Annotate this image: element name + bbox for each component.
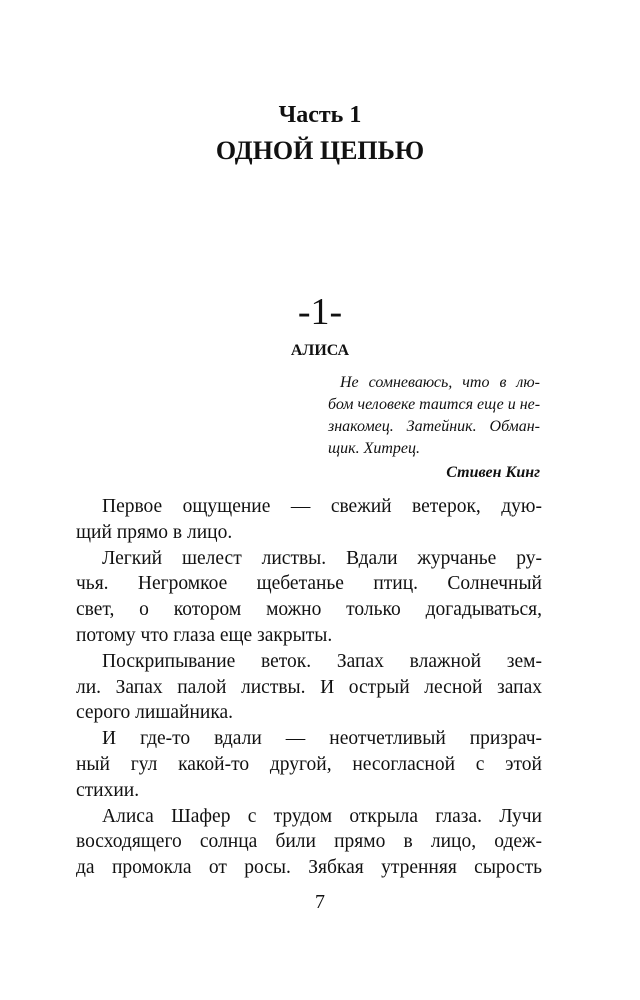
epigraph-line: знакомец. Затейник. Обман- bbox=[328, 418, 540, 435]
part-title: Часть 1 bbox=[278, 102, 362, 128]
text-line: Поскрипывание веток. Запах влажной зем- bbox=[102, 650, 542, 672]
text-line: чья. Негромкое щебетанье птиц. Солнечный bbox=[76, 573, 542, 595]
page-number: 7 bbox=[315, 891, 325, 913]
text-line: восходящего солнца били прямо в лицо, одеж- bbox=[76, 831, 542, 853]
text-line: Первое ощущение — свежий ветерок, дую- bbox=[102, 496, 542, 517]
part-subtitle: ОДНОЙ ЦЕПЬЮ bbox=[215, 136, 425, 165]
epigraph-line: щик. Хитрец. bbox=[328, 440, 420, 457]
text-line: ный гул какой-то другой, несогласной с этой bbox=[76, 753, 542, 775]
text-line: Алиса Шафер с трудом открыла глаза. Лучи bbox=[102, 805, 542, 827]
text-line: свет, о котором можно только догадываться, bbox=[76, 599, 542, 621]
paragraph bbox=[76, 546, 542, 649]
text-line: Легкий шелест листвы. Вдали журчанье ру- bbox=[102, 547, 542, 569]
paragraph bbox=[76, 804, 542, 881]
paragraph bbox=[76, 494, 542, 546]
chapter-name: АЛИСА bbox=[290, 342, 350, 359]
paragraph bbox=[76, 726, 542, 803]
epigraph-line: бом человеке таится еще и не- bbox=[328, 396, 541, 413]
text-line: да промокла от росы. Зябкая утренняя сырость bbox=[76, 857, 542, 879]
text-line: потому что глаза еще закрыты. bbox=[76, 624, 333, 646]
epigraph-author: Стивен Кинг bbox=[446, 464, 540, 481]
text-line: серого лишайника. bbox=[76, 702, 234, 724]
text-line: стихии. bbox=[76, 779, 140, 801]
paragraph bbox=[76, 649, 542, 726]
text-line: ли. Запах палой листвы. И острый лесной запах bbox=[76, 676, 542, 698]
text-line: щий прямо в лицо. bbox=[76, 521, 233, 543]
text-line: И где-то вдали — неотчетливый призрач- bbox=[102, 728, 542, 750]
body-text bbox=[76, 494, 542, 881]
epigraph-line: Не сомневаюсь, что в лю- bbox=[340, 374, 540, 391]
chapter-number: -1- bbox=[297, 291, 343, 333]
epigraph bbox=[328, 372, 540, 484]
